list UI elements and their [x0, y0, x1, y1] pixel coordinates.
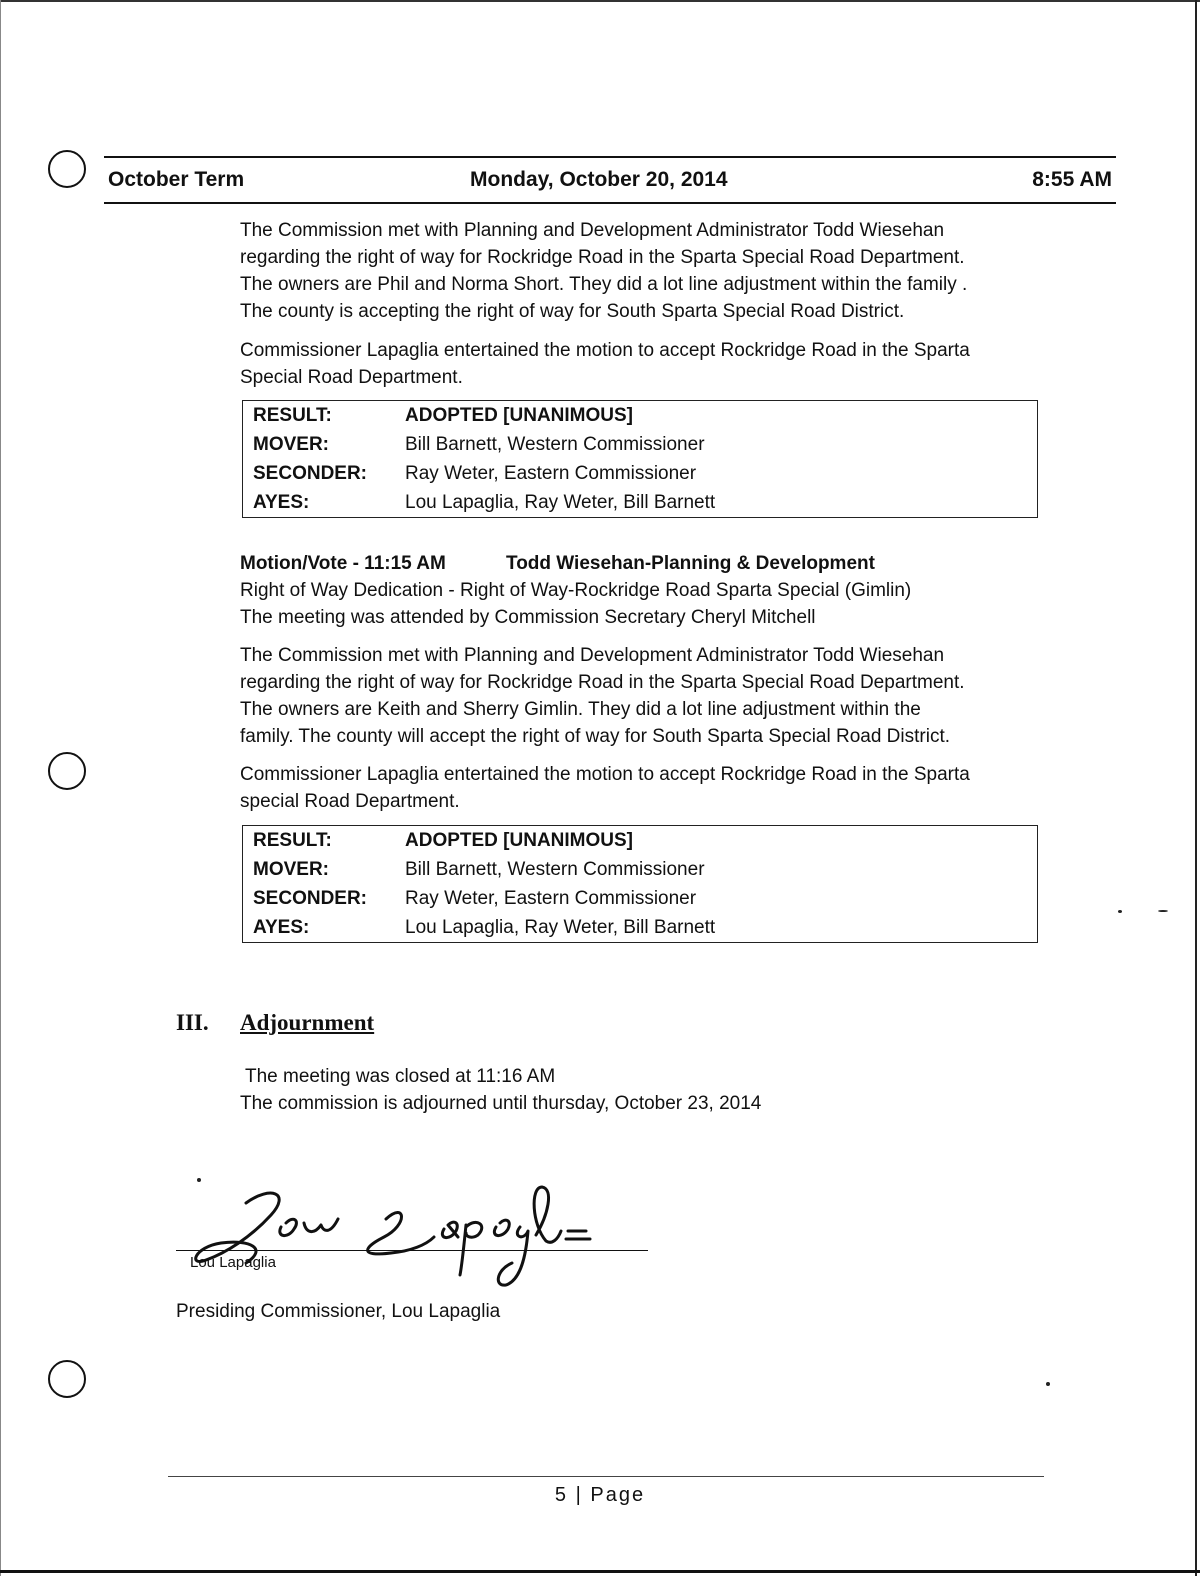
punch-hole-top — [48, 150, 86, 188]
paragraph-line: regarding the right of way for Rockridge Road in the Sparta Special Road Department. — [240, 672, 965, 693]
vote-value: Ray Weter, Eastern Commissioner — [405, 888, 697, 909]
motion-line: Commissioner Lapaglia entertained the motion to accept Rockridge Road in the Sparta — [240, 764, 970, 785]
motion-line: Commissioner Lapaglia entertained the motion to accept Rockridge Road in the Sparta — [240, 340, 970, 361]
page-edge-top — [0, 0, 1200, 2]
vote-row-result — [243, 826, 1037, 855]
vote-value: Ray Weter, Eastern Commissioner — [405, 463, 697, 484]
scan-speck — [197, 1178, 201, 1182]
vote-value: Lou Lapaglia, Ray Weter, Bill Barnett — [405, 917, 716, 938]
item2-subheading: Right of Way Dedication - Right of Way-Rockridge Road Sparta Special (Gimlin) — [240, 580, 912, 601]
vote-label: AYES: — [253, 917, 310, 938]
header-time: 8:55 AM — [1032, 168, 1112, 191]
section-number: III. — [176, 1010, 209, 1035]
vote-label: SECONDER: — [253, 463, 368, 484]
vote-row-seconder — [243, 459, 1037, 488]
page-number: 5 | Page — [554, 1484, 646, 1506]
paragraph-line: The owners are Phil and Norma Short. They did a lot line adjustment within the family . — [240, 274, 968, 295]
vote-row-ayes — [243, 913, 1037, 942]
paragraph-line: The county is accepting the right of way for South Sparta Special Road District. — [240, 301, 905, 322]
scan-speck — [1118, 910, 1122, 913]
paragraph-line: The Commission met with Planning and Development Administrator Todd Wiesehan — [240, 220, 945, 241]
section-title: Adjournment — [240, 1010, 375, 1035]
adjourned-text: The commission is adjourned until thursday, October 23, 2014 — [240, 1093, 762, 1114]
paragraph-line: regarding the right of way for Rockridge Road in the Sparta Special Road Department. — [240, 247, 965, 268]
motion-line: special Road Department. — [240, 791, 460, 812]
signature-line — [176, 1250, 648, 1251]
vote-label: RESULT: — [253, 405, 332, 426]
scan-speck — [1046, 1382, 1050, 1386]
paragraph-line: The Commission met with Planning and Development Administrator Todd Wiesehan — [240, 645, 945, 666]
item2-attended: The meeting was attended by Commission Secretary Cheryl Mitchell — [240, 607, 816, 628]
item2-heading-left: Motion/Vote - 11:15 AM — [240, 553, 446, 574]
paragraph-line: The owners are Keith and Sherry Gimlin. They did a lot line adjustment within the — [240, 699, 921, 720]
signature-printed-name: Lou Lapaglia — [190, 1254, 276, 1271]
vote-value: ADOPTED [UNANIMOUS] — [405, 405, 633, 426]
header-rule-top — [104, 156, 1116, 158]
item2-heading-right: Todd Wiesehan-Planning & Development — [506, 553, 875, 574]
motion-line: Special Road Department. — [240, 367, 463, 388]
vote-label: RESULT: — [253, 830, 332, 851]
meeting-closed-text: The meeting was closed at 11:16 AM — [245, 1066, 556, 1087]
footer-rule — [168, 1476, 1044, 1477]
header-term: October Term — [108, 168, 245, 191]
vote-row-seconder — [243, 884, 1037, 913]
vote-value: Bill Barnett, Western Commissioner — [405, 434, 705, 455]
paragraph-line: family. The county will accept the right of way for South Sparta Special Road District. — [240, 726, 951, 747]
page-edge-left — [0, 0, 1, 1576]
header-date: Monday, October 20, 2014 — [470, 168, 728, 191]
vote-row-mover — [243, 855, 1037, 884]
vote-row-ayes — [243, 488, 1037, 517]
header-rule-bottom — [104, 202, 1116, 204]
vote-value: Lou Lapaglia, Ray Weter, Bill Barnett — [405, 492, 716, 513]
vote-label: SECONDER: — [253, 888, 368, 909]
vote-row-mover — [243, 430, 1037, 459]
punch-hole-middle — [48, 752, 86, 790]
item2-vote-box — [242, 825, 1038, 943]
page-header — [108, 168, 1112, 196]
scan-speck — [1158, 910, 1168, 912]
vote-row-result — [243, 401, 1037, 430]
vote-label: MOVER: — [253, 434, 329, 455]
vote-value: Bill Barnett, Western Commissioner — [405, 859, 705, 880]
page-edge-right — [1195, 0, 1197, 1576]
vote-label: AYES: — [253, 492, 310, 513]
handwritten-signature — [176, 1175, 616, 1305]
item1-vote-box — [242, 400, 1038, 518]
signature-title: Presiding Commissioner, Lou Lapaglia — [176, 1301, 501, 1322]
punch-hole-bottom — [48, 1360, 86, 1398]
page-edge-bottom — [0, 1570, 1200, 1573]
vote-value: ADOPTED [UNANIMOUS] — [405, 830, 633, 851]
vote-label: MOVER: — [253, 859, 329, 880]
